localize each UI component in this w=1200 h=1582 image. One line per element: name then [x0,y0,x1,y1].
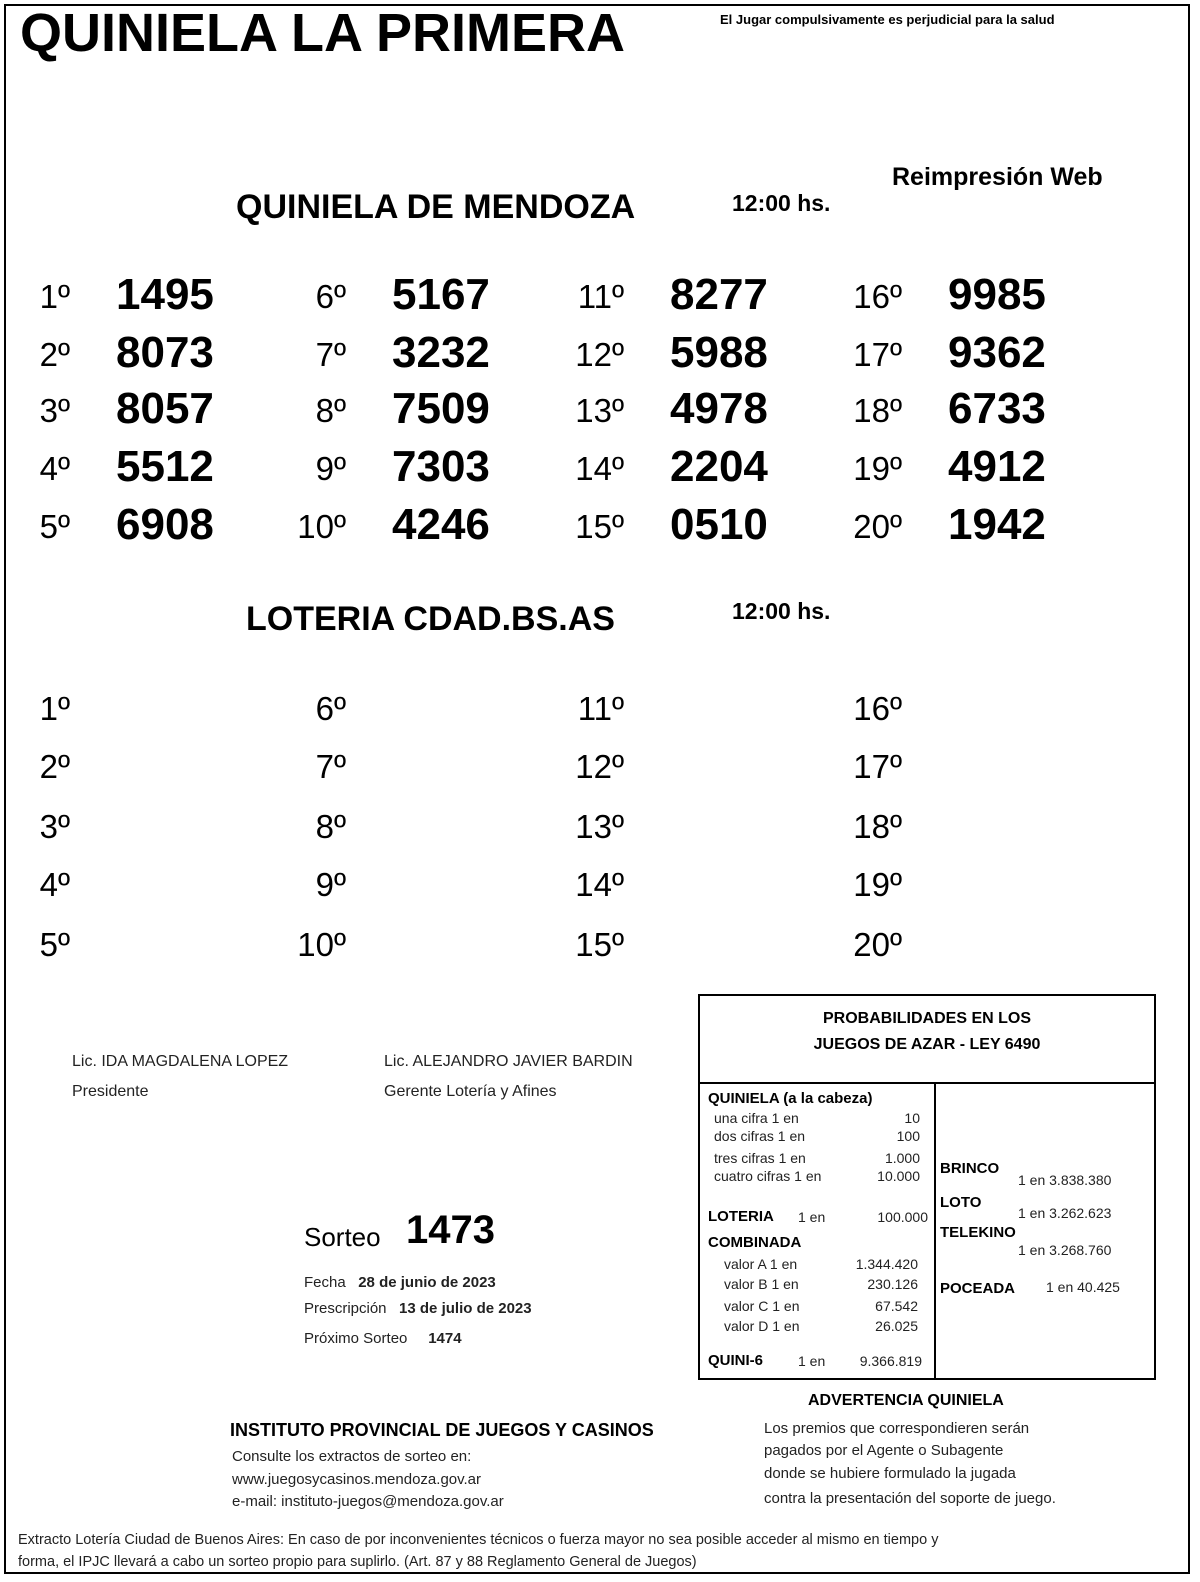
loteria-position-label: 20º [853,926,902,963]
mendoza-result-number: 5167 [392,270,490,319]
probabilities-box [698,994,1156,1380]
loteria-position-label: 14º [575,866,624,903]
mendoza-position-label: 18º [853,392,902,429]
quiniela-prob-row-label: dos cifras 1 en [714,1128,806,1144]
mendoza-position-label: 20º [853,508,902,545]
signature-right-role: Gerente Lotería y Afines [384,1083,557,1100]
mendoza-result-number: 8073 [116,328,214,377]
mendoza-result-number: 7303 [392,442,490,491]
footer-line: forma, el IPJC llevará a cabo un sorteo propio para suplirlo. (Art. 87 y 88 Reglamento General de Juegos) [18,1554,697,1570]
combinada-prob-row-value: 1.344.420 [855,1256,918,1272]
mendoza-result-number: 8057 [116,384,214,433]
prescripcion-value: 13 de julio de 2023 [399,1300,532,1317]
combinada-prob-title: COMBINADA [708,1234,802,1251]
mendoza-position-label: 14º [575,450,624,487]
mendoza-result-number: 0510 [670,500,768,549]
combinada-prob-row-value: 67.542 [875,1298,918,1314]
mendoza-result-number: 6733 [948,384,1046,433]
quini6-prob-label: QUINI-6 [708,1352,764,1369]
loteria-position-label: 6º [315,690,346,727]
quiniela-prob-row-value: 1.000 [884,1150,920,1166]
mendoza-position-label: 15º [575,508,624,545]
quiniela-prob-row-label: una cifra 1 en [714,1110,799,1126]
page-title: QUINIELA LA PRIMERA [20,3,625,63]
mendoza-position-label: 2º [39,336,70,373]
mendoza-position-label: 6º [315,278,346,315]
loteria-position-label: 18º [853,808,902,845]
instituto-line: Consulte los extractos de sorteo en: [232,1448,472,1465]
mendoza-position-label: 5º [39,508,70,545]
quini6-prob-value: 9.366.819 [859,1353,922,1369]
mendoza-result-number: 6908 [116,500,214,549]
loteria-time: 12:00 hs. [732,598,831,624]
loteria-section-title: LOTERIA CDAD.BS.AS [246,600,615,638]
instituto-title: INSTITUTO PROVINCIAL DE JUEGOS Y CASINOS [230,1420,654,1440]
combinada-prob-row-label: valor D 1 en [724,1318,800,1334]
mendoza-position-label: 9º [315,450,346,487]
advertencia-line: contra la presentación del soporte de juego. [764,1490,1056,1507]
loteria-prob-mid: 1 en [798,1209,826,1225]
mendoza-result-number: 4912 [948,442,1046,491]
advertencia-line: Los premios que correspondieren serán [764,1420,1030,1437]
loto-prob-label: LOTO [940,1194,982,1211]
loteria-position-label: 3º [39,808,70,845]
loteria-position-label: 16º [853,690,902,727]
fecha-value: 28 de junio de 2023 [358,1274,496,1291]
probabilities-title-line1: PROBABILIDADES EN LOS [822,1010,1031,1027]
mendoza-position-label: 7º [315,336,346,373]
mendoza-position-label: 8º [315,392,346,429]
loteria-position-label: 15º [575,926,624,963]
signature-left-role: Presidente [72,1083,149,1100]
prescripcion-row [304,1300,532,1317]
probabilities-header [700,996,1154,1084]
mendoza-result-number: 9362 [948,328,1046,377]
sorteo-number: 1473 [406,1208,495,1252]
mendoza-result-number: 5512 [116,442,214,491]
loteria-position-label: 1º [39,690,70,727]
telekino-prob-label: TELEKINO [940,1224,1016,1241]
brinco-prob-label: BRINCO [940,1160,1000,1177]
loteria-position-label: 2º [39,748,70,785]
proximo-label: Próximo Sorteo [304,1330,408,1347]
mendoza-position-label: 4º [39,450,70,487]
mendoza-position-label: 17º [853,336,902,373]
poceada-prob-value: 1 en 40.425 [1046,1279,1120,1295]
mendoza-result-number: 1495 [116,270,214,319]
combinada-prob-row-label: valor C 1 en [724,1298,800,1314]
mendoza-result-number: 4246 [392,500,490,549]
proximo-value: 1474 [428,1330,462,1347]
loteria-position-label: 9º [315,866,346,903]
instituto-website-link[interactable]: www.juegosycasinos.mendoza.gov.ar [232,1471,482,1488]
mendoza-position-label: 1º [39,278,70,315]
mendoza-result-number: 4978 [670,384,768,433]
mendoza-result-number: 8277 [670,270,768,319]
combinada-prob-row-value: 26.025 [875,1318,918,1334]
loteria-position-label: 19º [853,866,902,903]
quiniela-prob-title: QUINIELA (a la cabeza) [708,1090,873,1107]
loteria-position-label: 7º [315,748,346,785]
mendoza-position-label: 19º [853,450,902,487]
loto-prob-value: 1 en 3.262.623 [1018,1205,1112,1221]
fecha-row [304,1274,496,1291]
combinada-prob-row-label: valor A 1 en [724,1256,798,1272]
quiniela-prob-row-label: cuatro cifras 1 en [714,1168,822,1184]
loteria-prob-value: 100.000 [877,1209,928,1225]
quiniela-prob-row-value: 10.000 [877,1168,920,1184]
mendoza-result-number: 2204 [670,442,768,491]
signature-left-name: Lic. IDA MAGDALENA LOPEZ [72,1053,289,1070]
quiniela-prob-row-value: 100 [896,1128,920,1144]
loteria-position-label: 8º [315,808,346,845]
mendoza-result-number: 3232 [392,328,490,377]
mendoza-result-number: 9985 [948,270,1046,319]
poceada-prob-label: POCEADA [940,1280,1016,1297]
loteria-position-label: 10º [297,926,346,963]
mendoza-position-label: 10º [297,508,346,545]
prescripcion-label: Prescripción [304,1300,387,1317]
mendoza-position-label: 3º [39,392,70,429]
advertencia-title: ADVERTENCIA QUINIELA [808,1392,1004,1409]
mendoza-position-label: 16º [853,278,902,315]
telekino-prob-value: 1 en 3.268.760 [1018,1242,1112,1258]
health-warning: El Jugar compulsivamente es perjudicial para la salud [720,12,1055,27]
mendoza-result-number: 1942 [948,500,1046,549]
proximo-row [304,1330,462,1347]
advertencia-line: pagados por el Agente o Subagente [764,1442,1004,1459]
loteria-position-label: 5º [39,926,70,963]
quiniela-prob-row-label: tres cifras 1 en [714,1150,806,1166]
advertencia-line: donde se hubiere formulado la jugada [764,1465,1016,1482]
mendoza-result-number: 5988 [670,328,768,377]
loteria-prob-label: LOTERIA [708,1208,774,1225]
mendoza-result-number: 7509 [392,384,490,433]
mendoza-position-label: 12º [575,336,624,373]
mendoza-time: 12:00 hs. [732,190,831,216]
signature-right-name: Lic. ALEJANDRO JAVIER BARDIN [384,1053,633,1070]
instituto-email-link[interactable]: e-mail: instituto-juegos@mendoza.gov.ar [232,1493,504,1510]
combinada-prob-row-label: valor B 1 en [724,1276,799,1292]
loteria-position-label: 12º [575,748,624,785]
reprint-label: Reimpresión Web [892,163,1103,191]
quiniela-prob-row-value: 10 [904,1110,920,1126]
mendoza-section-title: QUINIELA DE MENDOZA [236,188,636,226]
loteria-position-label: 13º [575,808,624,845]
combinada-prob-row-value: 230.126 [867,1276,918,1292]
loteria-position-label: 11º [577,690,624,727]
brinco-prob-value: 1 en 3.838.380 [1018,1172,1112,1188]
sorteo-label: Sorteo [304,1222,381,1252]
probabilities-title-line2: JUEGOS DE AZAR - LEY 6490 [813,1036,1041,1053]
fecha-label: Fecha [304,1274,346,1291]
loteria-position-label: 4º [39,866,70,903]
footer-line: Extracto Lotería Ciudad de Buenos Aires: En caso de por inconvenientes técnicos o fuerza mayor no sea posible acceder al mismo en tiempo y [18,1532,939,1548]
mendoza-position-label: 13º [575,392,624,429]
quini6-prob-mid: 1 en [798,1353,826,1369]
mendoza-position-label: 11º [577,278,624,315]
loteria-position-label: 17º [853,748,902,785]
